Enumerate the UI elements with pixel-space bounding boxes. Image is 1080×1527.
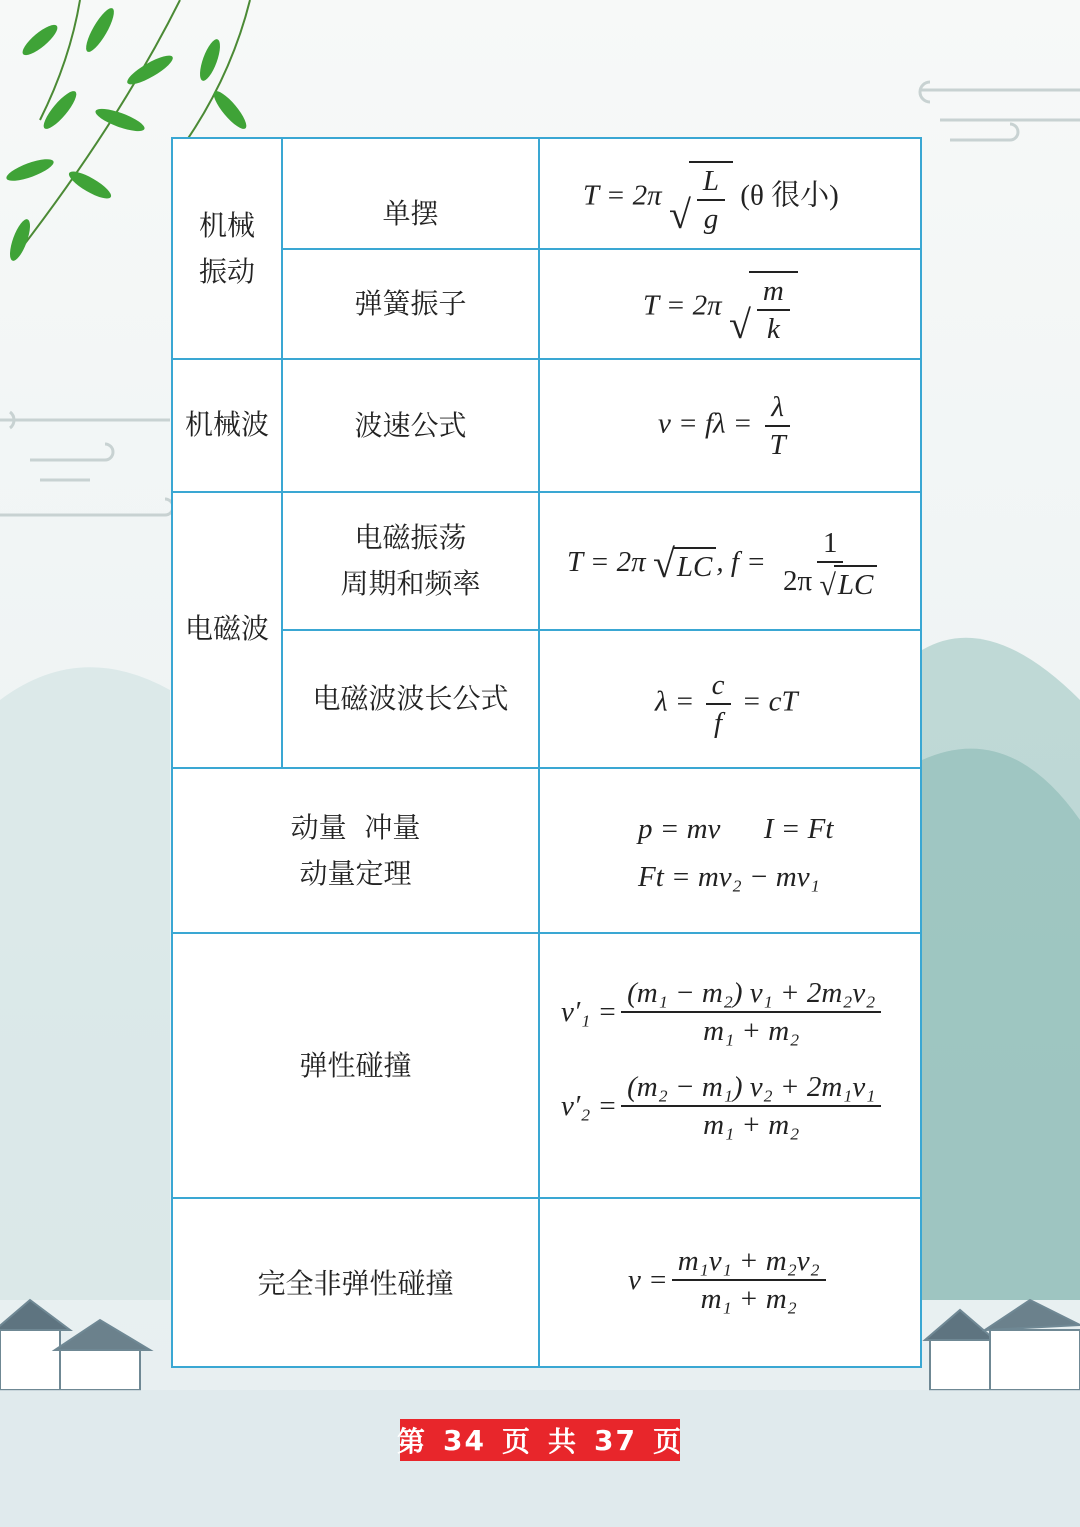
em-oscillation-line1: 电磁振荡 <box>354 521 467 554</box>
momentum-formula-line2: Ft = mv₂ − mv₁ <box>638 861 820 893</box>
current-page: 34 <box>443 1423 486 1457</box>
formula-table <box>171 137 922 1368</box>
formula-elastic-v1: v′₁ = $\frac{\text{(m₁ − m₂) v₁ + 2m₂v₂}}{\text{m₁ + m₂}}$ <box>561 977 885 1047</box>
page-indicator: 第 34 页 共 37 页 <box>400 1419 680 1461</box>
formula-pendulum: T = 2π √ $\frac{L}{g}$ (θ 很小) <box>583 161 839 235</box>
item-momentum <box>173 769 538 932</box>
item-spring-oscillator: 弹簧振子 <box>354 287 467 320</box>
item-em-oscillation <box>283 493 538 629</box>
category-electromagnetic-wave: 电磁波 <box>184 612 269 645</box>
momentum-line1: 动量 冲量 <box>290 810 421 844</box>
item-inelastic-collision: 完全非弹性碰撞 <box>257 1266 454 1300</box>
formula-lc-circuit: T = 2π √ LC , f = 1 2π √ LC <box>567 527 887 601</box>
em-oscillation-line2: 周期和频率 <box>340 567 481 600</box>
momentum-line2: 动量定理 <box>299 856 412 890</box>
formula-elastic-v2: v′₂ = $\frac{\text{(m₂ − m₁) v₂ + 2m₁v₁}}{\text{m₁ + m₂}}$ <box>561 1071 885 1141</box>
momentum-formula-line1: p = mv I = Ft <box>638 813 834 845</box>
item-elastic-collision: 弹性碰撞 <box>299 1048 412 1082</box>
item-em-wavelength: 电磁波波长公式 <box>312 682 509 715</box>
item-wave-speed: 波速公式 <box>354 408 467 442</box>
category-mechanical-vibration: 机械 振动 <box>198 208 255 288</box>
formula-spring: T = 2π √ $\frac{m}{k}$ <box>643 271 798 345</box>
formula-momentum <box>638 805 833 901</box>
category-mechanical-wave: 机械波 <box>184 407 269 441</box>
total-pages: 37 <box>594 1423 637 1457</box>
formula-inelastic: v = $\frac{\text{m₁v₁ + m₂v₂}}{\text{m₁ + m₂}}$ <box>628 1245 830 1315</box>
formula-wave-speed: v = fλ = $\frac{\lambda}{T}$ <box>658 391 796 461</box>
item-pendulum: 单摆 <box>382 196 439 230</box>
formula-em-wavelength: λ = $\frac{c}{f}$ = cT <box>655 669 798 739</box>
